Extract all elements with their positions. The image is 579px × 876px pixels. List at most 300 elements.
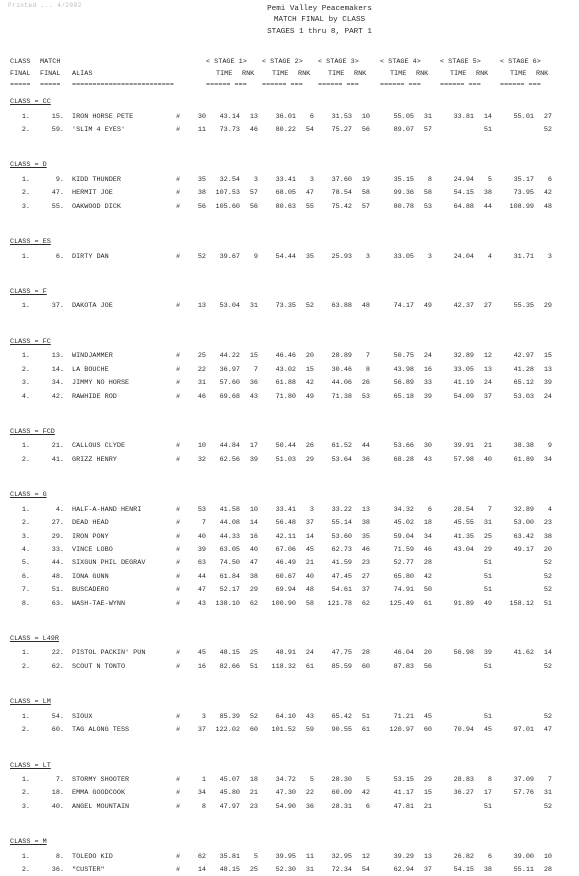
table-cell: 2. bbox=[21, 789, 30, 798]
rule: ====== === bbox=[262, 81, 303, 89]
table-cell: 4 bbox=[487, 252, 492, 261]
table-cell: 7 bbox=[365, 352, 370, 361]
table-cell: 36.01 bbox=[275, 112, 296, 121]
table-cell: 35.81 bbox=[219, 852, 240, 861]
table-row bbox=[0, 175, 579, 186]
table-cell: 27. bbox=[51, 519, 64, 528]
table-cell: 45 bbox=[197, 649, 206, 658]
table-cell: 52.30 bbox=[275, 866, 296, 875]
table-cell: 46 bbox=[249, 125, 258, 134]
table-cell: 44.84 bbox=[219, 442, 240, 451]
table-cell: 6 bbox=[365, 802, 370, 811]
class-heading bbox=[10, 237, 51, 248]
table-cell: 33 bbox=[423, 379, 432, 388]
header-rank: RNK bbox=[536, 70, 549, 78]
table-cell: TAG ALONG TESS bbox=[72, 726, 130, 735]
table-cell: 40 bbox=[197, 532, 206, 541]
table-cell: 26.82 bbox=[453, 852, 474, 861]
table-cell: 52 bbox=[305, 302, 314, 311]
table-cell: 18 bbox=[423, 519, 432, 528]
table-cell: "CUSTER" bbox=[72, 866, 105, 875]
table-cell: 80.78 bbox=[393, 202, 414, 211]
table-cell: 63. bbox=[51, 599, 64, 608]
table-cell: 57 bbox=[361, 202, 370, 211]
table-cell: # bbox=[176, 175, 181, 184]
table-cell: 60. bbox=[51, 726, 64, 735]
table-cell: 90.55 bbox=[331, 726, 352, 735]
table-row bbox=[0, 392, 579, 403]
table-cell: 3. bbox=[21, 802, 30, 811]
table-cell: 32 bbox=[197, 455, 206, 464]
table-cell: 97.01 bbox=[513, 726, 534, 735]
table-cell: 29. bbox=[51, 532, 64, 541]
table-cell: # bbox=[176, 442, 181, 451]
table-cell: 2. bbox=[21, 866, 30, 875]
table-cell: 74.17 bbox=[393, 302, 414, 311]
table-row bbox=[0, 788, 579, 799]
table-cell: 33. bbox=[51, 545, 64, 554]
table-cell: # bbox=[176, 125, 181, 134]
table-cell: # bbox=[176, 252, 181, 261]
table-cell: 49 bbox=[483, 599, 492, 608]
table-cell: 71.21 bbox=[393, 712, 414, 721]
table-cell: 69.68 bbox=[219, 392, 240, 401]
table-cell: KIDD THUNDER bbox=[72, 175, 121, 184]
table-cell: 64.10 bbox=[275, 712, 296, 721]
class-name: CLASS = D bbox=[10, 161, 47, 170]
header-stage-5: < STAGE 5> bbox=[440, 58, 481, 66]
table-cell: WASH-TAE-WYNN bbox=[72, 599, 126, 608]
table-cell: 37 bbox=[361, 586, 370, 595]
table-cell: 1 bbox=[201, 776, 206, 784]
table-cell: 34.32 bbox=[393, 505, 414, 514]
table-cell: # bbox=[176, 505, 181, 514]
table-cell: 7 bbox=[201, 519, 206, 528]
table-cell: # bbox=[176, 455, 181, 464]
table-cell: 49 bbox=[423, 302, 432, 311]
table-cell: # bbox=[176, 392, 181, 401]
table-cell: 36.27 bbox=[453, 789, 474, 798]
table-row bbox=[0, 378, 579, 389]
table-cell: 47 bbox=[249, 559, 258, 568]
table-cell: # bbox=[176, 802, 181, 811]
table-cell: 32.89 bbox=[453, 352, 474, 361]
table-cell: 46.46 bbox=[275, 352, 296, 361]
table-row bbox=[0, 662, 579, 673]
table-cell: 1. bbox=[21, 302, 30, 311]
table-cell: 2. bbox=[21, 189, 30, 198]
table-cell: 35.17 bbox=[513, 175, 534, 184]
table-cell: 6. bbox=[21, 572, 30, 581]
table-row bbox=[0, 441, 579, 452]
table-row bbox=[0, 648, 579, 659]
class-heading bbox=[10, 337, 51, 348]
table-cell: 51 bbox=[483, 125, 492, 134]
table-cell: 15 bbox=[543, 352, 552, 361]
table-cell: 13 bbox=[543, 365, 552, 374]
table-cell: 29 bbox=[249, 586, 258, 595]
table-cell: 13 bbox=[361, 505, 370, 514]
table-cell: 65.18 bbox=[393, 392, 414, 401]
header-rank: RNK bbox=[242, 70, 255, 78]
class-heading bbox=[10, 761, 51, 772]
table-cell: 40 bbox=[305, 572, 314, 581]
table-cell: 41.62 bbox=[513, 649, 534, 658]
table-cell: 48 bbox=[543, 202, 552, 211]
table-cell: 1. bbox=[21, 442, 30, 451]
table-cell: 53.66 bbox=[393, 442, 414, 451]
table-cell: 65.80 bbox=[393, 572, 414, 581]
table-cell: 34.72 bbox=[275, 776, 296, 784]
rule: ====== === bbox=[500, 81, 541, 89]
table-cell: 62.56 bbox=[219, 455, 240, 464]
table-cell: 43.14 bbox=[219, 112, 240, 121]
table-cell: # bbox=[176, 866, 181, 875]
table-cell: 54 bbox=[305, 125, 314, 134]
table-cell: 49.17 bbox=[513, 545, 534, 554]
table-cell: 61 bbox=[361, 726, 370, 735]
table-cell: 3 bbox=[547, 252, 552, 261]
table-cell: 44.33 bbox=[219, 532, 240, 541]
table-cell: 41.58 bbox=[219, 505, 240, 514]
header-match: MATCH bbox=[40, 58, 61, 66]
table-cell: DIRTY DAN bbox=[72, 252, 109, 261]
table-cell: # bbox=[176, 352, 181, 361]
table-cell: 63.05 bbox=[219, 545, 240, 554]
table-cell: 107.53 bbox=[215, 189, 240, 198]
table-cell: 60 bbox=[361, 662, 370, 671]
table-cell: 28.89 bbox=[331, 352, 352, 361]
table-cell: 41.19 bbox=[453, 379, 474, 388]
table-cell: 69.94 bbox=[275, 586, 296, 595]
table-cell: 62.94 bbox=[393, 866, 414, 875]
table-cell: 39 bbox=[543, 379, 552, 388]
table-cell: # bbox=[176, 545, 181, 554]
table-row bbox=[0, 351, 579, 362]
table-cell: 4. bbox=[21, 545, 30, 554]
table-cell: 44 bbox=[483, 202, 492, 211]
column-header-row-1 bbox=[0, 57, 579, 68]
table-cell: 3. bbox=[21, 202, 30, 211]
table-cell: # bbox=[176, 599, 181, 608]
table-row bbox=[0, 532, 579, 543]
table-row bbox=[0, 125, 579, 136]
table-cell: 7. bbox=[21, 586, 30, 595]
table-cell: 1. bbox=[21, 649, 30, 658]
table-cell: 41.28 bbox=[513, 365, 534, 374]
table-cell: 47 bbox=[197, 586, 206, 595]
header-rank: RNK bbox=[298, 70, 311, 78]
table-cell: 36. bbox=[51, 866, 64, 875]
table-cell: 23 bbox=[361, 559, 370, 568]
table-cell: 4. bbox=[55, 505, 64, 514]
table-cell: 14 bbox=[249, 519, 258, 528]
table-cell: 28 bbox=[361, 649, 370, 658]
table-cell: 44.22 bbox=[219, 352, 240, 361]
table-cell: 56 bbox=[197, 202, 206, 211]
header-final: FINAL bbox=[10, 70, 31, 78]
table-cell: 6 bbox=[427, 505, 432, 514]
table-cell: 32.54 bbox=[219, 175, 240, 184]
rule: ====== === bbox=[206, 81, 247, 89]
table-cell: 61.84 bbox=[219, 572, 240, 581]
table-cell: 56.98 bbox=[453, 649, 474, 658]
table-cell: 30 bbox=[197, 112, 206, 121]
table-cell: 54.90 bbox=[275, 802, 296, 811]
table-cell: IONA GUNN bbox=[72, 572, 109, 581]
table-cell: 45 bbox=[483, 726, 492, 735]
table-cell: 28.30 bbox=[331, 776, 352, 784]
table-cell: 61 bbox=[423, 599, 432, 608]
table-cell: 31 bbox=[197, 379, 206, 388]
table-cell: 138.10 bbox=[215, 599, 240, 608]
rule: ====== === bbox=[440, 81, 481, 89]
table-cell: 36 bbox=[305, 802, 314, 811]
class-heading bbox=[10, 287, 47, 298]
table-cell: 57.98 bbox=[453, 455, 474, 464]
table-cell: 8 bbox=[201, 802, 206, 811]
table-cell: 22 bbox=[197, 365, 206, 374]
table-cell: HALF-A-HAND HENRI bbox=[72, 505, 142, 514]
table-cell: 28.54 bbox=[453, 505, 474, 514]
table-cell: 39 bbox=[483, 649, 492, 658]
class-heading bbox=[10, 160, 47, 171]
table-cell: LA BOUCHE bbox=[72, 365, 109, 374]
table-cell: 108.99 bbox=[509, 202, 534, 211]
table-cell: 21 bbox=[423, 802, 432, 811]
table-cell: 8 bbox=[427, 175, 432, 184]
table-cell: 25 bbox=[249, 866, 258, 875]
table-row bbox=[0, 518, 579, 529]
table-cell: 45 bbox=[423, 712, 432, 721]
table-cell: 2. bbox=[21, 662, 30, 671]
table-cell: 100.90 bbox=[271, 599, 296, 608]
table-cell: 60 bbox=[249, 726, 258, 735]
table-row bbox=[0, 712, 579, 723]
table-cell: 7 bbox=[487, 505, 492, 514]
table-cell: 105.60 bbox=[215, 202, 240, 211]
table-cell: 16 bbox=[197, 662, 206, 671]
table-row bbox=[0, 301, 579, 312]
table-cell: 4 bbox=[547, 505, 552, 514]
table-cell: 89.07 bbox=[393, 125, 414, 134]
table-cell: 9 bbox=[253, 252, 258, 261]
table-cell: 15 bbox=[305, 365, 314, 374]
table-cell: 19 bbox=[361, 175, 370, 184]
table-cell: 46 bbox=[423, 545, 432, 554]
table-cell: 37 bbox=[483, 392, 492, 401]
table-cell: 33.81 bbox=[453, 112, 474, 121]
table-cell: # bbox=[176, 532, 181, 541]
table-cell: 39.29 bbox=[393, 852, 414, 861]
table-cell: 44.06 bbox=[331, 379, 352, 388]
table-cell: # bbox=[176, 776, 181, 784]
table-cell: 42 bbox=[423, 572, 432, 581]
table-cell: 9 bbox=[547, 442, 552, 451]
table-cell: 3 bbox=[309, 175, 314, 184]
table-cell: 36 bbox=[249, 379, 258, 388]
table-cell: 13 bbox=[483, 365, 492, 374]
table-cell: 67.06 bbox=[275, 545, 296, 554]
table-cell: 47 bbox=[305, 189, 314, 198]
table-cell: 45.02 bbox=[393, 519, 414, 528]
table-cell: 71.80 bbox=[275, 392, 296, 401]
table-cell: # bbox=[176, 302, 181, 311]
table-cell: 62 bbox=[361, 599, 370, 608]
table-cell: 2. bbox=[21, 365, 30, 374]
table-cell: 125.49 bbox=[389, 599, 414, 608]
table-cell: 31 bbox=[483, 519, 492, 528]
header-time: TIME bbox=[450, 70, 467, 78]
table-cell: 62 bbox=[249, 599, 258, 608]
table-cell: 51. bbox=[51, 586, 64, 595]
table-cell: 14 bbox=[483, 112, 492, 121]
header-time: TIME bbox=[328, 70, 345, 78]
table-cell: 41. bbox=[51, 455, 64, 464]
table-cell: 57 bbox=[249, 189, 258, 198]
table-cell: 43 bbox=[305, 712, 314, 721]
table-cell: GRIZZ HENRY bbox=[72, 455, 117, 464]
table-cell: 14 bbox=[305, 532, 314, 541]
table-cell: 13 bbox=[197, 302, 206, 311]
table-cell: 39 bbox=[249, 455, 258, 464]
table-cell: 51 bbox=[361, 712, 370, 721]
table-cell: 52 bbox=[249, 712, 258, 721]
table-cell: 33.05 bbox=[453, 365, 474, 374]
table-cell: 13 bbox=[249, 112, 258, 121]
table-cell: 46 bbox=[197, 392, 206, 401]
table-cell: 71.38 bbox=[331, 392, 352, 401]
table-cell: 74.50 bbox=[219, 559, 240, 568]
table-cell: 13. bbox=[51, 352, 64, 361]
table-cell: 75.42 bbox=[331, 202, 352, 211]
header-stage-6: < STAGE 6> bbox=[500, 58, 541, 66]
table-cell: 59 bbox=[305, 726, 314, 735]
table-cell: 55.35 bbox=[513, 302, 534, 311]
table-cell: 57.76 bbox=[513, 789, 534, 798]
table-cell: IRON HORSE PETE bbox=[72, 112, 134, 121]
table-cell: # bbox=[176, 379, 181, 388]
table-cell: 10 bbox=[249, 505, 258, 514]
table-cell: 42 bbox=[543, 189, 552, 198]
table-cell: ANGEL MOUNTAIN bbox=[72, 802, 130, 811]
table-cell: 37 bbox=[197, 726, 206, 735]
table-cell: 53 bbox=[361, 392, 370, 401]
table-cell: 53.04 bbox=[219, 302, 240, 311]
table-cell: 8 bbox=[487, 776, 492, 784]
rule: ===== bbox=[10, 81, 31, 89]
table-cell: 20 bbox=[543, 545, 552, 554]
table-cell: 36 bbox=[361, 455, 370, 464]
table-row bbox=[0, 112, 579, 123]
table-cell: 1. bbox=[21, 175, 30, 184]
table-row bbox=[0, 725, 579, 736]
table-cell: 21 bbox=[249, 789, 258, 798]
table-cell: 51 bbox=[483, 802, 492, 811]
table-cell: 21. bbox=[51, 442, 64, 451]
table-cell: 46 bbox=[361, 545, 370, 554]
table-cell: 65.42 bbox=[331, 712, 352, 721]
table-cell: 56 bbox=[361, 125, 370, 134]
table-cell: 37 bbox=[423, 866, 432, 875]
class-heading bbox=[10, 427, 55, 438]
table-cell: 35 bbox=[305, 252, 314, 261]
table-cell: 51 bbox=[483, 712, 492, 721]
table-cell: 29 bbox=[305, 455, 314, 464]
table-cell: 11 bbox=[197, 125, 206, 134]
class-name: CLASS = L49R bbox=[10, 634, 59, 643]
table-cell: 18. bbox=[51, 789, 64, 798]
table-cell: 121.78 bbox=[327, 599, 352, 608]
table-cell: 52 bbox=[543, 802, 552, 811]
table-cell: 20 bbox=[305, 352, 314, 361]
table-cell: IRON PONY bbox=[72, 532, 109, 541]
table-cell: 46.04 bbox=[393, 649, 414, 658]
table-cell: 17 bbox=[483, 789, 492, 798]
table-cell: 24 bbox=[305, 649, 314, 658]
table-cell: 62. bbox=[51, 662, 64, 671]
table-cell: 44 bbox=[197, 572, 206, 581]
table-cell: 8 bbox=[365, 365, 370, 374]
table-cell: 6 bbox=[547, 175, 552, 184]
table-cell: 10 bbox=[543, 852, 552, 861]
table-cell: 38 bbox=[197, 189, 206, 198]
table-cell: 63.88 bbox=[331, 302, 352, 311]
table-cell: 47.81 bbox=[393, 802, 414, 811]
table-cell: 33.41 bbox=[275, 175, 296, 184]
table-cell: 45.07 bbox=[219, 776, 240, 784]
table-cell: 13 bbox=[423, 852, 432, 861]
table-cell: 12 bbox=[483, 352, 492, 361]
table-cell: 25 bbox=[197, 352, 206, 361]
class-heading bbox=[10, 634, 59, 645]
table-cell: 27 bbox=[483, 302, 492, 311]
table-cell: 53.15 bbox=[393, 776, 414, 784]
table-cell: 17 bbox=[249, 442, 258, 451]
table-cell: 31 bbox=[249, 302, 258, 311]
table-row bbox=[0, 585, 579, 596]
table-cell: 51 bbox=[483, 572, 492, 581]
table-cell: 44 bbox=[361, 442, 370, 451]
table-cell: 35 bbox=[361, 532, 370, 541]
table-cell: # bbox=[176, 852, 181, 861]
table-cell: 39.91 bbox=[453, 442, 474, 451]
table-cell: 40 bbox=[249, 545, 258, 554]
table-cell: 29 bbox=[483, 545, 492, 554]
table-cell: 52.17 bbox=[219, 586, 240, 595]
table-cell: 37.60 bbox=[331, 175, 352, 184]
table-cell: 41.35 bbox=[453, 532, 474, 541]
table-cell: 34 bbox=[197, 789, 206, 798]
table-cell: 87.83 bbox=[393, 662, 414, 671]
table-cell: 47.97 bbox=[219, 802, 240, 811]
table-cell: # bbox=[176, 365, 181, 374]
print-stamp: Printed ... 4/2002 bbox=[8, 2, 82, 9]
table-cell: 12 bbox=[361, 852, 370, 861]
class-heading bbox=[10, 697, 51, 708]
table-cell: 68.28 bbox=[393, 455, 414, 464]
table-cell: 31.53 bbox=[331, 112, 352, 121]
table-cell: # bbox=[176, 202, 181, 211]
table-cell: 54.15 bbox=[453, 866, 474, 875]
table-cell: 24.04 bbox=[453, 252, 474, 261]
table-cell: 7 bbox=[547, 776, 552, 784]
rule: ====== === bbox=[380, 81, 421, 89]
table-cell: 73.95 bbox=[513, 189, 534, 198]
table-cell: 2. bbox=[21, 455, 30, 464]
table-cell: 44. bbox=[51, 559, 64, 568]
table-row bbox=[0, 802, 579, 813]
